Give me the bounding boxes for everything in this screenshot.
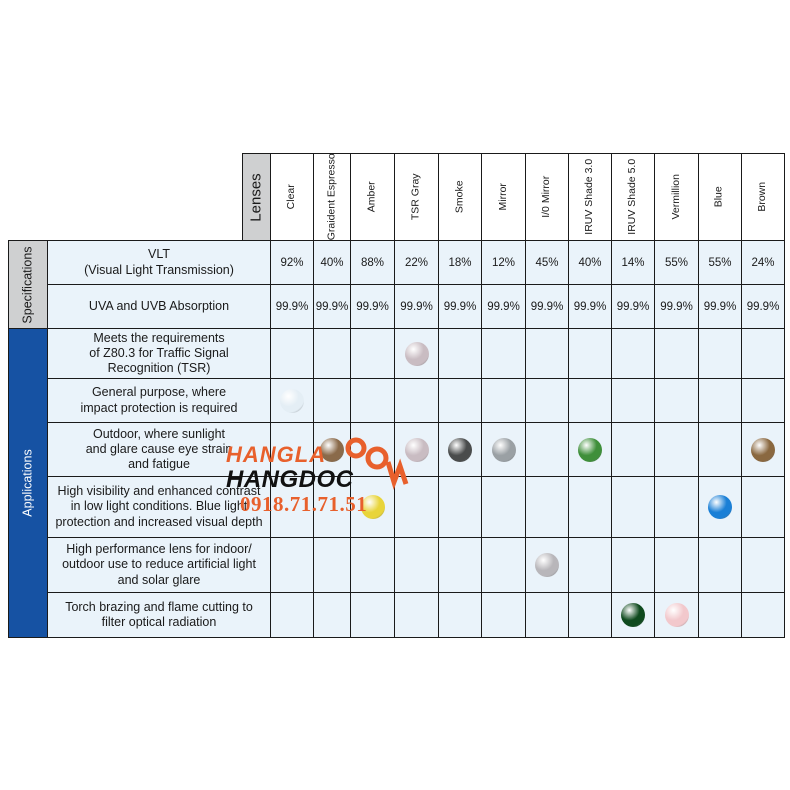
application-cell — [611, 328, 655, 379]
application-cell — [394, 537, 439, 593]
application-label-text: Outdoor, where sunlight and glare cause eye strain and fatigue — [85, 426, 233, 472]
application-row-label — [47, 476, 271, 538]
spec-value-cell — [481, 240, 526, 285]
application-cell — [270, 422, 314, 477]
lens-header — [568, 153, 612, 241]
application-cell — [568, 592, 612, 638]
application-cell — [481, 476, 526, 538]
lens-name: Graident Espresso — [325, 153, 338, 241]
spec-value-cell — [350, 284, 395, 329]
spec-value-cell — [350, 240, 395, 285]
application-cell — [698, 592, 742, 638]
application-label-text: High performance lens for indoor/ outdoor use to reduce artificial light and solar glare — [62, 542, 256, 587]
spec-value-cell — [654, 240, 699, 285]
specifications-label: Specifications — [21, 245, 35, 324]
application-cell — [313, 592, 351, 638]
lens-indicator-icon — [751, 438, 775, 462]
lens-indicator-icon — [405, 342, 429, 366]
lens-header — [481, 153, 526, 241]
application-cell — [350, 422, 395, 477]
spec-value-cell — [611, 284, 655, 329]
watermark-brand-bottom: HANGDOC — [226, 466, 354, 493]
spec-value: 99.9% — [573, 300, 607, 313]
application-cell — [525, 476, 569, 538]
application-cell — [698, 378, 742, 423]
spec-value: 99.9% — [315, 300, 349, 313]
spec-value: 99.9% — [443, 300, 477, 313]
lens-header — [741, 153, 785, 241]
lens-indicator-icon — [708, 495, 732, 519]
application-cell — [394, 476, 439, 538]
application-cell — [741, 378, 785, 423]
spec-value-cell — [481, 284, 526, 329]
application-cell — [741, 592, 785, 638]
application-cell — [350, 378, 395, 423]
spec-value: 99.9% — [616, 300, 650, 313]
application-cell — [741, 328, 785, 379]
application-label-text: High visibility and enhanced contrast in low light conditions. Blue light protection and increased visual depth — [55, 484, 263, 529]
application-row-label — [47, 378, 271, 423]
spec-value: 45% — [535, 256, 559, 269]
watermark-phone: 0918.71.71.51 — [240, 492, 368, 516]
lens-header — [525, 153, 569, 241]
application-cell — [698, 476, 742, 538]
lens-indicator-icon — [578, 438, 602, 462]
application-cell — [654, 592, 699, 638]
lens-header — [654, 153, 699, 241]
spec-value: 12% — [491, 256, 516, 269]
application-cell — [654, 537, 699, 593]
application-cell — [394, 592, 439, 638]
spec-label-text: VLT (Visual Light Transmission) — [84, 247, 234, 277]
lens-indicator-icon — [280, 389, 304, 413]
lens-name: Mirror — [496, 183, 509, 211]
application-cell — [525, 378, 569, 423]
spec-value-cell — [698, 240, 742, 285]
application-cell — [654, 328, 699, 379]
application-cell — [741, 537, 785, 593]
application-cell — [481, 422, 526, 477]
application-cell — [525, 537, 569, 593]
application-cell — [313, 537, 351, 593]
spec-row-label — [47, 284, 271, 329]
spec-value: 14% — [621, 256, 645, 269]
spec-value-cell — [438, 284, 482, 329]
application-row-label — [47, 592, 271, 638]
application-cell — [654, 422, 699, 477]
specifications-group — [8, 240, 48, 329]
spec-value-cell — [313, 284, 351, 329]
lens-header — [438, 153, 482, 241]
applications-group — [8, 328, 48, 638]
spec-value-cell — [438, 240, 482, 285]
application-cell — [481, 328, 526, 379]
spec-value-cell — [741, 284, 785, 329]
application-cell — [438, 476, 482, 538]
lens-name: Blue — [713, 186, 726, 208]
spec-value: 55% — [664, 256, 689, 269]
spec-row-label — [47, 240, 271, 285]
spec-value-cell — [270, 284, 314, 329]
lens-indicator-icon — [492, 438, 516, 462]
application-cell — [611, 537, 655, 593]
application-cell — [741, 476, 785, 538]
spec-value-cell — [525, 284, 569, 329]
spec-value: 88% — [360, 256, 385, 269]
lens-header — [611, 153, 655, 241]
application-cell — [270, 328, 314, 379]
spec-value-cell — [654, 284, 699, 329]
lens-name: IRUV Shade 5.0 — [626, 159, 639, 235]
application-cell — [525, 592, 569, 638]
spec-value-cell — [698, 284, 742, 329]
application-cell — [313, 476, 351, 538]
lens-indicator-icon — [448, 438, 472, 462]
lens-header — [698, 153, 742, 241]
application-cell — [611, 592, 655, 638]
lens-name: I/0 Mirror — [540, 175, 553, 218]
lens-header — [394, 153, 439, 241]
application-cell — [438, 378, 482, 423]
lens-header — [350, 153, 395, 241]
lens-name: Brown — [756, 182, 769, 212]
application-row-label — [47, 537, 271, 593]
spec-label-text: UVA and UVB Absorption — [88, 298, 230, 313]
spec-value-cell — [394, 240, 439, 285]
lens-header — [313, 153, 351, 241]
lenses-label: Lenses — [248, 172, 265, 222]
application-cell — [350, 476, 395, 538]
lens-indicator-icon — [535, 553, 559, 577]
application-cell — [611, 378, 655, 423]
spec-value-cell — [525, 240, 569, 285]
application-label-text: General purpose, where impact protection is required — [80, 385, 238, 415]
application-cell — [568, 378, 612, 423]
watermark-brand-top: HANGLA — [226, 442, 327, 467]
application-cell — [270, 476, 314, 538]
spec-value: 22% — [404, 256, 429, 269]
application-cell — [313, 378, 351, 423]
application-label-text: Meets the requirements of Z80.3 for Traffic Signal Recognition (TSR) — [89, 330, 229, 376]
application-cell — [525, 328, 569, 379]
applications-label: Applications — [21, 449, 35, 517]
spec-value: 99.9% — [400, 300, 433, 313]
application-cell — [270, 378, 314, 423]
application-cell — [394, 328, 439, 379]
spec-value-cell — [568, 240, 612, 285]
application-cell — [350, 592, 395, 638]
application-cell — [481, 592, 526, 638]
spec-value: 99.9% — [487, 300, 520, 313]
application-cell — [481, 537, 526, 593]
application-cell — [313, 328, 351, 379]
application-cell — [654, 476, 699, 538]
application-label-text: Torch brazing and flame cutting to filter optical radiation — [65, 599, 253, 629]
application-cell — [394, 422, 439, 477]
spec-value: 92% — [280, 256, 304, 269]
lens-indicator-icon — [361, 495, 385, 519]
application-cell — [438, 422, 482, 477]
spec-value: 40% — [578, 256, 602, 269]
lens-indicator-icon — [405, 438, 429, 462]
application-cell — [394, 378, 439, 423]
application-cell — [698, 537, 742, 593]
spec-value-cell — [568, 284, 612, 329]
application-cell — [270, 537, 314, 593]
application-cell — [568, 422, 612, 477]
spec-value: 99.9% — [660, 300, 693, 313]
application-cell — [350, 537, 395, 593]
application-cell — [654, 378, 699, 423]
spec-value: 18% — [448, 256, 472, 269]
lens-name: Smoke — [453, 180, 466, 214]
lens-indicator-icon — [320, 438, 344, 462]
lens-name: Vermillion — [669, 174, 682, 220]
application-cell — [350, 328, 395, 379]
application-cell — [438, 328, 482, 379]
lenses-column-title — [242, 153, 271, 241]
application-cell — [313, 422, 351, 477]
spec-value: 99.9% — [275, 300, 309, 313]
application-cell — [698, 328, 742, 379]
lens-name: Amber — [365, 181, 378, 213]
spec-value: 99.9% — [356, 300, 389, 313]
application-cell — [568, 537, 612, 593]
application-cell — [481, 378, 526, 423]
application-cell — [568, 476, 612, 538]
application-cell — [438, 592, 482, 638]
lens-indicator-icon — [621, 603, 645, 627]
spec-value: 24% — [751, 256, 775, 269]
application-cell — [438, 537, 482, 593]
lens-name: TSR Gray — [409, 173, 422, 221]
spec-value-cell — [394, 284, 439, 329]
application-cell — [741, 422, 785, 477]
application-cell — [611, 422, 655, 477]
application-cell — [698, 422, 742, 477]
application-cell — [568, 328, 612, 379]
lens-header — [270, 153, 314, 241]
spec-value-cell — [741, 240, 785, 285]
application-row-label — [47, 328, 271, 379]
spec-value-cell — [270, 240, 314, 285]
application-cell — [525, 422, 569, 477]
spec-value-cell — [611, 240, 655, 285]
spec-value: 40% — [320, 256, 344, 269]
spec-value: 99.9% — [703, 300, 737, 313]
lens-name: IRUV Shade 3.0 — [583, 159, 596, 235]
application-cell — [270, 592, 314, 638]
spec-value-cell — [313, 240, 351, 285]
spec-value: 55% — [708, 256, 732, 269]
lens-name: Clear — [285, 184, 298, 210]
spec-value: 99.9% — [746, 300, 780, 313]
application-cell — [611, 476, 655, 538]
lens-indicator-icon — [665, 603, 689, 627]
application-row-label — [47, 422, 271, 477]
spec-value: 99.9% — [530, 300, 564, 313]
